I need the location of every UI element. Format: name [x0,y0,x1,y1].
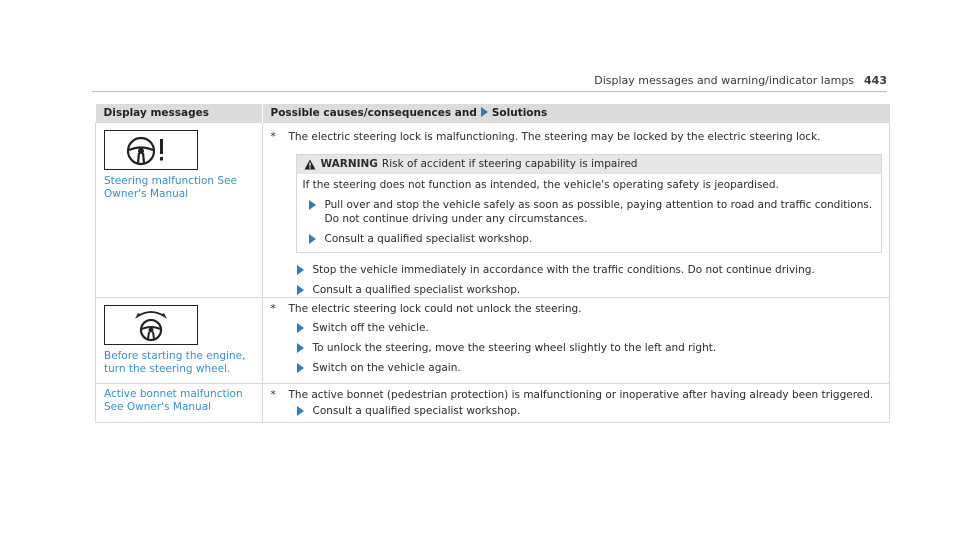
display-messages-table [95,104,890,423]
message-text: Steering malfunction See Owner's Manual [104,175,237,200]
solution-step: Consult a qualified specialist workshop. [263,404,890,418]
warning-step: Consult a qualified specialist workshop. [303,232,882,246]
solution-step: Consult a qualified specialist workshop. [263,283,890,297]
step-arrow-icon [309,200,316,210]
solution-step: To unlock the steering, move the steering wheel slightly to the left and right. [263,341,890,355]
col-header-solutions-text: Solutions [491,107,548,119]
message-text: Active bonnet malfunction See Owner's Manual [104,388,243,413]
table-row [96,298,890,384]
solution-step: Stop the vehicle immediately in accordance with the traffic conditions. Do not continue driving. [263,263,890,277]
table-row [96,123,890,298]
solution-cell [262,123,890,298]
step-arrow-icon [297,265,304,275]
warning-step: Pull over and stop the vehicle safely as soon as possible, paying attention to road and traffic conditions. Do not continue driving under any circumstances. [303,198,882,226]
message-cell [96,298,263,384]
cause-text: * The active bonnet (pedestrian protection) is malfunctioning or inoperative after having already been triggered. [270,389,874,401]
header-title: Display messages and warning/indicator lamps [594,74,855,87]
step-arrow-icon [297,343,304,353]
warning-body [297,174,882,252]
solutions-arrow-icon [481,107,488,117]
solution-step: Switch off the vehicle. [263,321,890,335]
steering-wheel-exclamation-icon [105,131,197,169]
step-arrow-icon [297,285,304,295]
cause-text: * The electric steering lock could not unlock the steering. [270,303,582,315]
step-arrow-icon [309,234,316,244]
solution-step: Switch on the vehicle again. [263,361,890,375]
message-cell [96,384,263,423]
table-header-row [96,104,890,123]
warning-body-text: If the steering does not function as intended, the vehicle's operating safety is jeopardised. [302,179,779,191]
warning-box [296,154,883,253]
cause-text: * The electric steering lock is malfunctioning. The steering may be locked by the electric steering lock. [270,131,821,143]
warning-label: WARNING [320,158,378,170]
step-arrow-icon [297,406,304,416]
warning-title: Risk of accident if steering capability is impaired [381,158,638,170]
col-header-display-messages: Display messages [96,104,263,123]
step-arrow-icon [297,363,304,373]
message-text: Before starting the engine, turn the steering wheel. [104,350,246,375]
warning-triangle-icon [304,159,316,170]
header-rule [92,91,887,92]
display-icon-frame [104,305,198,345]
solution-cell [262,384,890,423]
solution-cell [262,298,890,384]
warning-header [297,155,882,174]
page-header [594,74,887,87]
display-icon-frame [104,130,198,170]
step-arrow-icon [297,323,304,333]
message-cell [96,123,263,298]
col-header-causes-text: Possible causes/consequences and [270,107,477,119]
table-row [96,384,890,423]
col-header-causes-solutions [262,104,890,123]
steering-wheel-rotate-icon [105,306,197,344]
page-number: 443 [864,74,887,87]
